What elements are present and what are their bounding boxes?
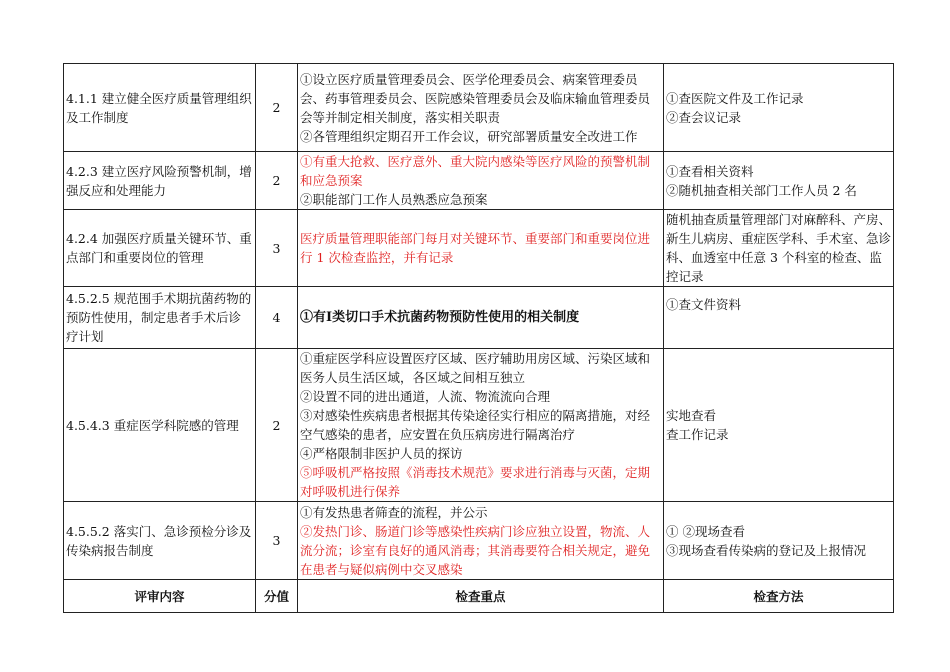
method-cell bbox=[664, 210, 894, 287]
method-line: 随机抽查质量管理部门对麻醉科、产房、新生儿病房、重症医学科、手术室、急诊科、血透室中任意 3 个科室的检查、监控记录 bbox=[666, 212, 892, 284]
score-cell: 2 bbox=[256, 64, 298, 152]
focus-line: ①有发热患者筛查的流程，并公示 bbox=[300, 504, 488, 520]
focus-line: ⑤呼吸机严格按照《消毒技术规范》要求进行消毒与灭菌，定期对呼吸机进行保养 bbox=[300, 465, 651, 499]
method-line: 查工作记录 bbox=[666, 427, 729, 442]
focus-cell bbox=[298, 152, 664, 210]
table-row bbox=[64, 349, 894, 502]
table-row bbox=[64, 287, 894, 349]
table-row bbox=[64, 64, 894, 152]
score-cell: 3 bbox=[256, 502, 298, 580]
method-line: ①查医院文件及工作记录 bbox=[666, 90, 804, 106]
focus-cell bbox=[298, 349, 664, 502]
method-line: ②查会议记录 bbox=[666, 109, 742, 125]
focus-line: ①设立医疗质量管理委员会、医学伦理委员会、病案管理委员会、药事管理委员会、医院感染管理委员会及临床输血管理委员会等并制定相关制度，落实相关职责 bbox=[300, 71, 651, 125]
method-cell bbox=[664, 64, 894, 152]
method-line: ③现场查看传染病的登记及上报情况 bbox=[666, 542, 867, 558]
focus-cell bbox=[298, 502, 664, 580]
item-cell: 4.2.4 加强医疗质量关键环节、重点部门和重要岗位的管理 bbox=[64, 210, 256, 287]
table-row bbox=[64, 502, 894, 580]
header-item: 评审内容 bbox=[64, 580, 256, 613]
focus-line: ②设置不同的进出通道，人流、物流流向合理 bbox=[300, 389, 551, 404]
item-cell: 4.5.5.2 落实门、急诊预检分诊及传染病报告制度 bbox=[64, 502, 256, 580]
focus-line: ②职能部门工作人员熟悉应急预案 bbox=[300, 192, 488, 207]
focus-cell bbox=[298, 64, 664, 152]
focus-cell bbox=[298, 210, 664, 287]
method-line: 实地查看 bbox=[666, 408, 717, 423]
method-line: ①查看相关资料 bbox=[666, 163, 754, 179]
focus-line: ②发热门诊、肠道门诊等感染性疾病门诊应独立设置，物流、人流分流；诊室有良好的通风消毒；其消毒要符合相关规定，避免在患者与疑似病例中交叉感染 bbox=[300, 523, 651, 577]
header-focus: 检查重点 bbox=[298, 580, 664, 613]
item-cell: 4.2.3 建立医疗风险预警机制，增强反应和处理能力 bbox=[64, 152, 256, 210]
item-cell: 4.5.2.5 规范围手术期抗菌药物的预防性使用，制定患者手术后诊疗计划 bbox=[64, 287, 256, 349]
table-row bbox=[64, 152, 894, 210]
focus-line: 医疗质量管理职能部门每月对关键环节、重要部门和重要岗位进行 1 次检查监控，并有记录 bbox=[300, 231, 651, 265]
focus-line: ①有重大抢救、医疗意外、重大院内感染等医疗风险的预警机制和应急预案 bbox=[300, 154, 651, 188]
table-header-row bbox=[64, 580, 894, 613]
score-cell: 2 bbox=[256, 349, 298, 502]
item-cell: 4.5.4.3 重症医学科院感的管理 bbox=[64, 349, 256, 502]
method-line: ②随机抽查相关部门工作人员 2 名 bbox=[666, 182, 857, 198]
method-cell bbox=[664, 152, 894, 210]
method-line: ① ②现场查看 bbox=[666, 523, 745, 539]
method-line: ①查文件资料 bbox=[666, 297, 742, 312]
focus-line: ②各管理组织定期召开工作会议，研究部署质量安全改进工作 bbox=[300, 128, 638, 144]
focus-line: ①重症医学科应设置医疗区域、医疗辅助用房区域、污染区域和医务人员生活区域，各区域之间相互独立 bbox=[300, 351, 651, 385]
header-method: 检查方法 bbox=[664, 580, 894, 613]
method-cell bbox=[664, 287, 894, 349]
header-score: 分值 bbox=[256, 580, 298, 613]
score-cell: 3 bbox=[256, 210, 298, 287]
score-cell: 4 bbox=[256, 287, 298, 349]
method-cell bbox=[664, 502, 894, 580]
item-cell: 4.1.1 建立健全医疗质量管理组织及工作制度 bbox=[64, 64, 256, 152]
focus-line: ③对感染性疾病患者根据其传染途径实行相应的隔离措施，对经空气感染的患者，应安置在负压病房进行隔离治疗 bbox=[300, 408, 651, 442]
table-body bbox=[64, 64, 894, 613]
table-row bbox=[64, 210, 894, 287]
method-cell bbox=[664, 349, 894, 502]
focus-line: ①有Ⅰ类切口手术抗菌药物预防性使用的相关制度 bbox=[300, 310, 580, 325]
focus-cell bbox=[298, 287, 664, 349]
evaluation-table bbox=[63, 63, 894, 613]
score-cell: 2 bbox=[256, 152, 298, 210]
focus-line: ④严格限制非医护人员的探访 bbox=[300, 446, 463, 461]
